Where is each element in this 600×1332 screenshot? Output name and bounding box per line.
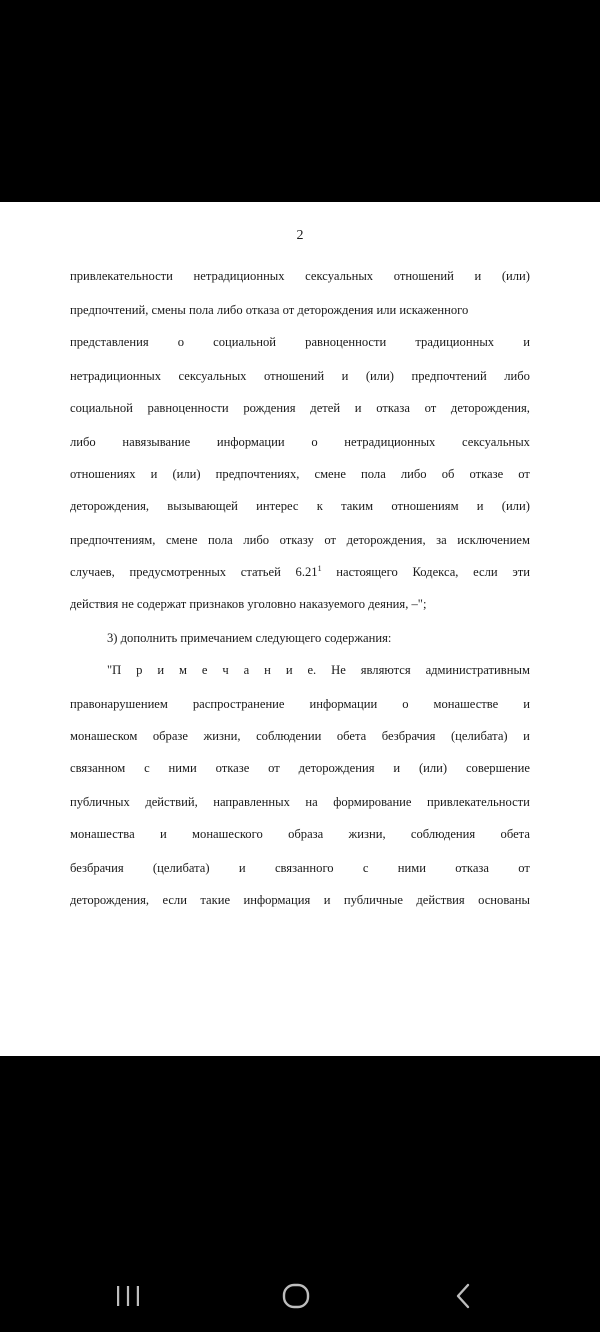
recents-button[interactable] xyxy=(98,1280,158,1312)
word: привлекательности xyxy=(427,795,530,809)
text-line: предпочтений, смены пола либо отказа от деторождения или искаженного xyxy=(70,303,469,317)
word: с xyxy=(362,861,369,875)
word: сексуальных xyxy=(178,369,247,383)
word: связанном xyxy=(70,761,126,775)
word: совершение xyxy=(465,761,530,775)
word: ними xyxy=(168,761,197,775)
word: и xyxy=(159,827,167,841)
text-line xyxy=(70,564,530,580)
word: распространение xyxy=(192,697,285,711)
word: либо xyxy=(504,369,530,383)
word: исключением xyxy=(457,533,530,547)
word: основаны xyxy=(478,893,530,907)
word: и xyxy=(157,663,165,677)
word: о xyxy=(402,697,409,711)
word: либо xyxy=(243,533,270,547)
text-line xyxy=(107,662,530,678)
word: информации xyxy=(216,435,285,449)
word: (целибата) xyxy=(152,861,210,875)
word: отказу xyxy=(279,533,314,547)
word: и xyxy=(523,335,530,349)
word: и xyxy=(238,861,246,875)
word: (или) xyxy=(172,467,201,481)
word: н xyxy=(264,663,271,677)
word: социальной xyxy=(70,401,133,415)
word: отказа xyxy=(376,401,410,415)
word: пола xyxy=(208,533,233,547)
word: от xyxy=(518,467,530,481)
word: от xyxy=(518,861,530,875)
word: и xyxy=(341,369,349,383)
word: соблюдения xyxy=(410,827,476,841)
word: административным xyxy=(425,663,530,677)
word: предпочтений xyxy=(411,369,487,383)
word: монашеском xyxy=(70,729,138,743)
word: жизни, xyxy=(203,729,241,743)
word: если xyxy=(473,565,498,579)
word: Не xyxy=(331,663,346,677)
word: и xyxy=(523,729,530,743)
word: и xyxy=(523,697,530,711)
text-line xyxy=(70,466,530,482)
word: нетрадиционных xyxy=(193,269,285,283)
word: от xyxy=(268,761,280,775)
word: м xyxy=(179,663,187,677)
word: и xyxy=(323,893,331,907)
word: о xyxy=(177,335,185,349)
word: формирование xyxy=(333,795,412,809)
word: деторождения, xyxy=(70,893,150,907)
word: пола xyxy=(361,467,386,481)
word: Кодекса, xyxy=(412,565,459,579)
word: смене xyxy=(165,533,198,547)
word: рождения xyxy=(243,401,296,415)
word: случаев, xyxy=(70,565,115,579)
word: ними xyxy=(397,861,426,875)
word: р xyxy=(136,663,143,677)
text-line xyxy=(70,696,530,712)
word: (или) xyxy=(365,369,394,383)
word: социальной xyxy=(213,335,277,349)
word: действия xyxy=(416,893,465,907)
word: и xyxy=(150,467,158,481)
word: и xyxy=(393,761,401,775)
word: отношений xyxy=(393,269,454,283)
word: публичных xyxy=(70,795,130,809)
word: образе xyxy=(152,729,188,743)
word: отношениях xyxy=(70,467,136,481)
text-line: действия не содержат признаков уголовно наказуемого деяния, –"; xyxy=(70,597,427,611)
word: монашеского xyxy=(192,827,263,841)
word: информация xyxy=(243,893,311,907)
word: навязывание xyxy=(122,435,191,449)
word: образа xyxy=(288,827,324,841)
word: монашестве xyxy=(433,697,499,711)
page-number: 2 xyxy=(296,228,304,243)
word: е. xyxy=(307,663,317,677)
word: с xyxy=(144,761,150,775)
word: и xyxy=(285,663,293,677)
document-page xyxy=(0,202,600,1056)
word: соблюдении xyxy=(256,729,322,743)
word: об xyxy=(441,467,455,481)
word: сексуальных xyxy=(462,435,530,449)
word: предпочтениям, xyxy=(70,533,156,547)
word: сексуальных xyxy=(305,269,374,283)
word: 6.21$^1$ xyxy=(295,564,322,579)
word: предпочтениях, xyxy=(215,467,300,481)
home-icon xyxy=(281,1281,311,1311)
word: правонарушением xyxy=(70,697,168,711)
word: (или) xyxy=(501,499,530,513)
text-line xyxy=(70,400,530,416)
word: либо xyxy=(70,435,96,449)
navigation-bar xyxy=(0,1260,600,1332)
word: е xyxy=(201,663,208,677)
word: таким xyxy=(341,499,374,513)
word: к xyxy=(316,499,323,513)
word: статьей xyxy=(240,565,281,579)
word: жизни, xyxy=(348,827,386,841)
word: являются xyxy=(360,663,411,677)
text-line xyxy=(70,760,530,776)
text-line: 3) дополнить примечанием следующего содержания: xyxy=(107,631,392,645)
word: настоящего xyxy=(336,565,398,579)
word: вызывающей xyxy=(167,499,238,513)
word: отказе xyxy=(469,467,504,481)
back-button[interactable] xyxy=(434,1280,494,1312)
text-line xyxy=(70,892,530,908)
word: (или) xyxy=(418,761,448,775)
word: безбрачия xyxy=(381,729,436,743)
text-line xyxy=(70,368,530,384)
word: деторождения xyxy=(298,761,375,775)
word: безбрачия xyxy=(70,861,124,875)
word: (целибата) xyxy=(450,729,508,743)
word: предусмотренных xyxy=(129,565,227,579)
word: если xyxy=(162,893,187,907)
word: равноценности xyxy=(305,335,387,349)
home-button[interactable] xyxy=(266,1280,326,1312)
word: от xyxy=(324,533,336,547)
word: связанного xyxy=(274,861,334,875)
back-icon xyxy=(449,1281,479,1311)
word: традиционных xyxy=(415,335,495,349)
word: ч xyxy=(222,663,229,677)
word: информации xyxy=(309,697,378,711)
word: отношений xyxy=(263,369,325,383)
word: публичные xyxy=(343,893,403,907)
text-line xyxy=(70,334,530,350)
word: нетрадиционных xyxy=(70,369,162,383)
word: и xyxy=(354,401,362,415)
word: и xyxy=(476,499,484,513)
text-line xyxy=(70,268,530,284)
text-line xyxy=(70,860,530,876)
word: детей xyxy=(310,401,341,415)
text-line xyxy=(70,532,530,548)
word: монашества xyxy=(70,827,135,841)
word: и xyxy=(474,269,482,283)
word: интерес xyxy=(256,499,299,513)
word: привлекательности xyxy=(70,269,173,283)
text-line xyxy=(70,434,530,450)
word: от xyxy=(424,401,437,415)
text-line xyxy=(70,826,530,842)
word: отказа xyxy=(455,861,489,875)
word: (или) xyxy=(501,269,530,283)
word: равноценности xyxy=(147,401,229,415)
recents-icon xyxy=(113,1284,143,1308)
word: действий, xyxy=(145,795,198,809)
word: а xyxy=(243,663,250,677)
word: смене xyxy=(314,467,346,481)
word: обета xyxy=(336,729,367,743)
word: такие xyxy=(200,893,231,907)
word: о xyxy=(311,435,318,449)
text-line xyxy=(70,794,530,810)
word: за xyxy=(436,533,447,547)
word: либо xyxy=(400,467,427,481)
word: отношениям xyxy=(391,499,459,513)
word: "П xyxy=(107,663,122,677)
text-line xyxy=(70,498,530,514)
word: нетрадиционных xyxy=(344,435,436,449)
word: направленных xyxy=(213,795,290,809)
word: деторождения, xyxy=(70,499,150,513)
word: отказе xyxy=(215,761,250,775)
word: обета xyxy=(500,827,530,841)
word: на xyxy=(305,795,318,809)
word: деторождения, xyxy=(346,533,426,547)
word: деторождения, xyxy=(450,401,530,415)
text-line xyxy=(70,728,530,744)
word: эти xyxy=(512,565,530,579)
word: представления xyxy=(70,335,149,349)
